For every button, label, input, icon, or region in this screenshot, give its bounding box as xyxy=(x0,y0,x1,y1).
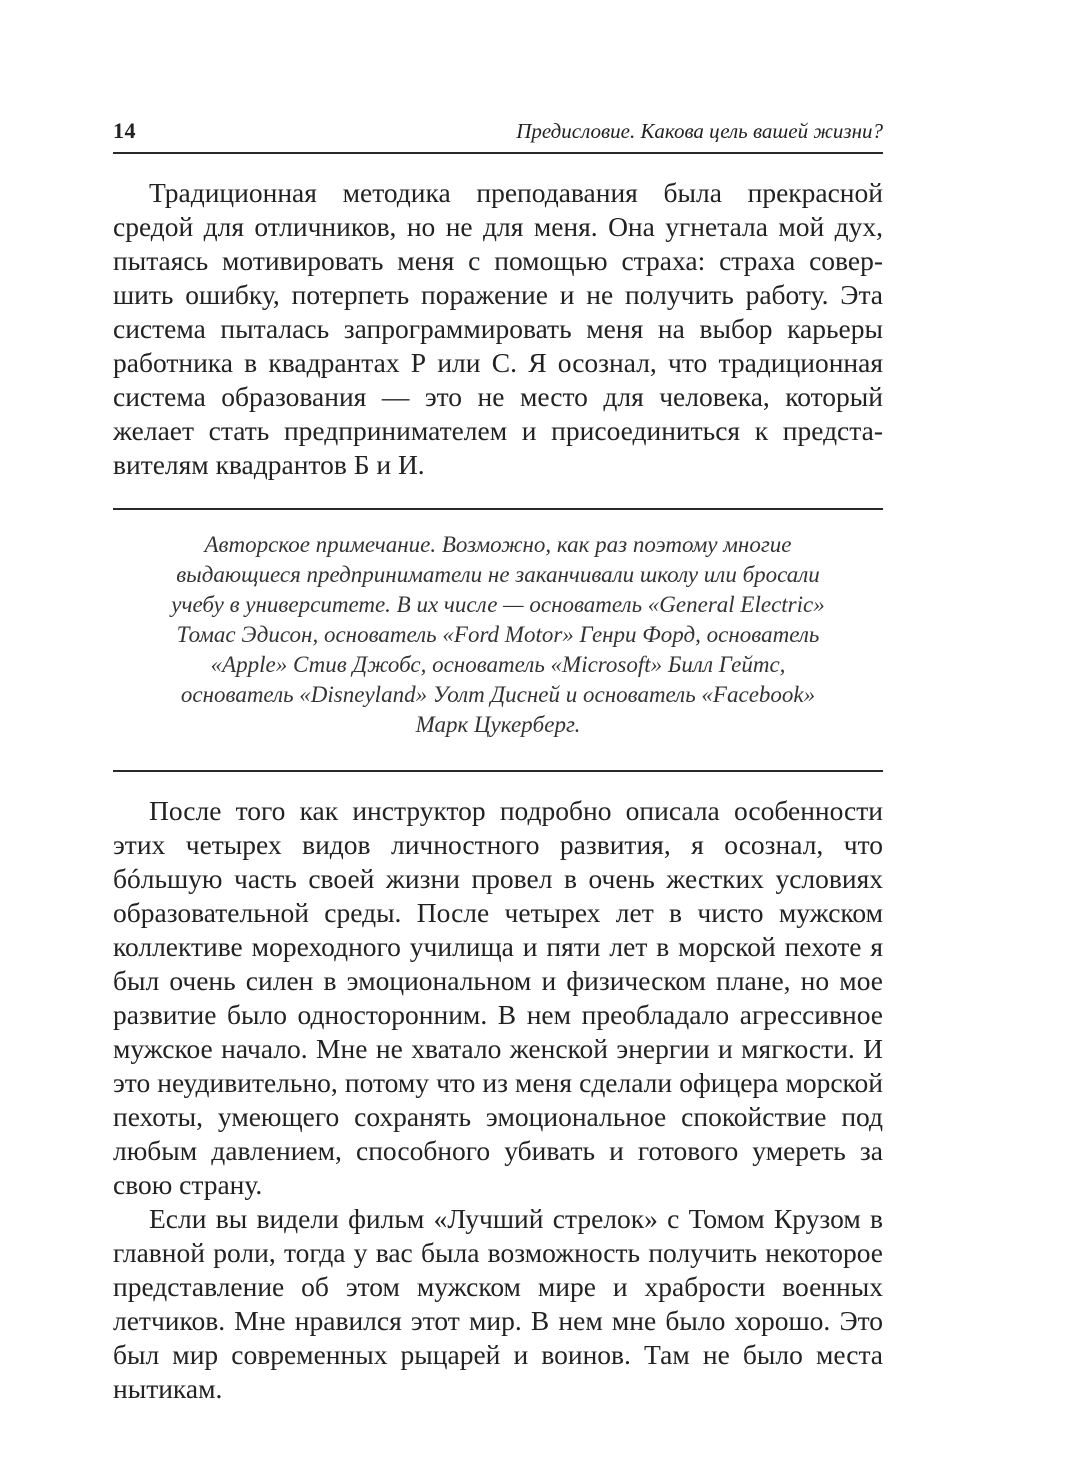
note-bottom-divider xyxy=(113,770,883,772)
paragraph-1: Традиционная методика преподавания была прекрасной средой для отличников, но не для меня. Она угнетала мой дух, пытаясь мотивировать меня с помощью страха: страха совершить ошибку, потерпеть поражение и не получить работу. Эта система пыталась запрограммировать меня на выбор карьеры работника в квадрантах Р или С. Я осознал, что традиционная система образования — это не место для человека, который желает стать предпринимателем и присоединиться к представителям квадрантов Б и И. xyxy=(113,177,883,480)
paragraph-3: Если вы видели фильм «Лучший стрелок» с Томом Крузом в главной роли, тогда у вас была возможность получить некоторое представление об этом мужском мире и храбрости военных летчиков. Мне нравился этот мир. В нем мне было хорошо. Это был мир современных рыцарей и воинов. Там не было места нытикам. xyxy=(113,1203,883,1404)
paragraph-2: После того как инструктор подробно описала особенности этих четырех видов личностного развития, я осознал, что бóльшую часть своей жизни провел в очень жестких условиях образовательной среды. После четырех лет в чисто мужском коллективе мореходного училища и пяти лет в морской пехоте я был очень силен в эмоциональном и физическом плане, но мое развитие было односторонним. В нем преобладало агрессивное мужское начало. Мне не хватало женской энергии и мягкости. И это неудивительно, потому что из меня сделали офицера морской пехоты, умеющего сохранять эмоциональное спокойствие под любым давлением, способного убивать и готового умереть за свою страну. xyxy=(113,795,883,1200)
note-top-divider xyxy=(113,508,883,510)
running-header xyxy=(113,118,883,154)
book-page xyxy=(113,118,883,1406)
author-note: Авторское примечание. Возможно, как раз поэтому многие выдающиеся предприниматели не заканчивали школу или бросали учебу в университете. В их числе — основатель «General Electric» Томас Эдисон, основатель «Ford Motor» Генри Форд, основатель «Apple» Стив Джобс, основатель «Microsoft» Билл Гейтс, основатель «Disneyland» Уолт Дисней и основатель «Facebook» Марк Цукерберг. xyxy=(171,532,825,737)
page-number: 14 xyxy=(113,118,136,143)
chapter-title: Предисловие. Какова цель вашей жизни? xyxy=(516,119,883,143)
